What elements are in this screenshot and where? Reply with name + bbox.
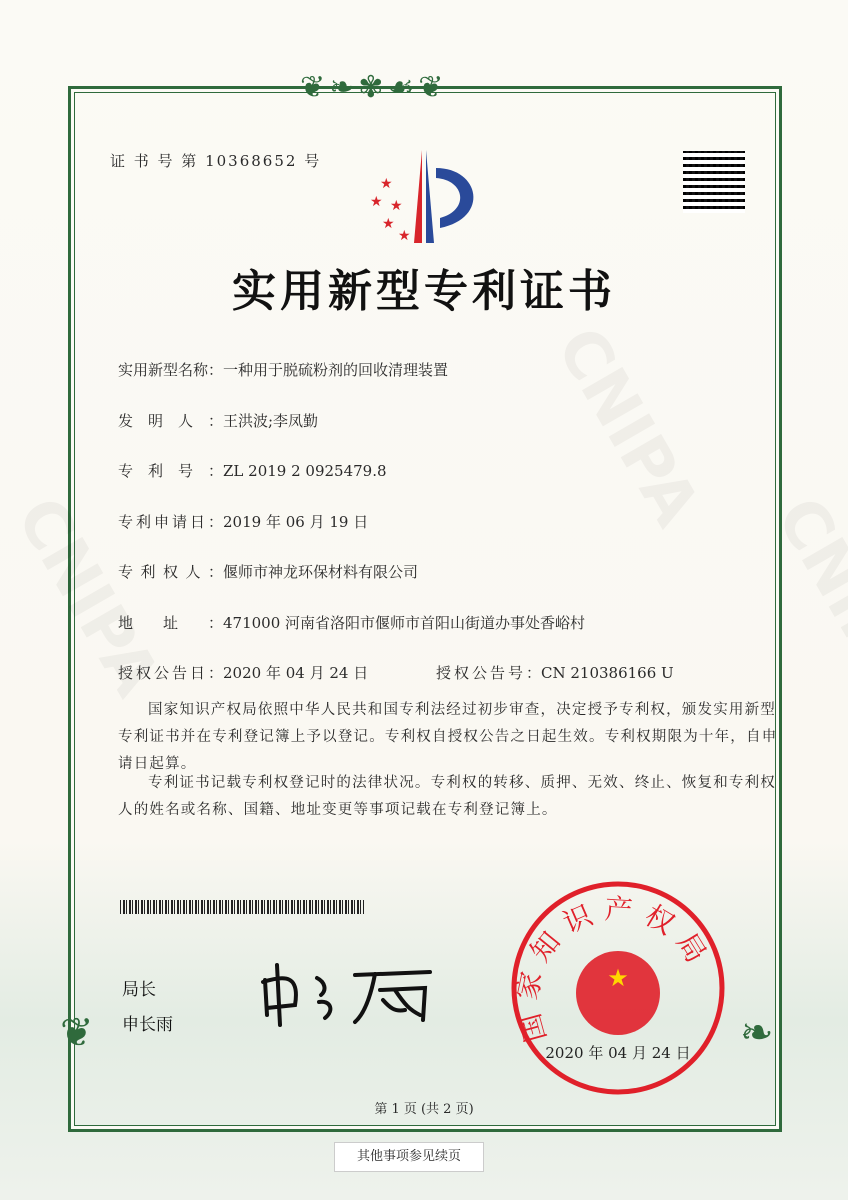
field-announcement-number: 授权公告号：CN 210386166 U <box>436 664 674 682</box>
field-utility-model-name: 实用新型名称：一种用于脱硫粉剂的回收清理装置 <box>118 361 449 379</box>
field-application-date: 专利申请日：2019 年 06 月 19 日 <box>118 513 369 531</box>
qr-code <box>683 151 745 213</box>
signatory-role: 局长 <box>122 980 156 1000</box>
statement-paragraph: 国家知识产权局依照中华人民共和国专利法经过初步审查，决定授予专利权，颁发实用新型专利证书并在专利登记簿上予以登记。专利权自授权公告之日起生效。专利权期限为十年，自申请日起算。 <box>118 702 778 772</box>
field-grant-date: 授权公告日：2020 年 04 月 24 日 <box>118 664 369 682</box>
signatory-name: 申长雨 <box>122 1015 173 1035</box>
field-address: 地址：471000 河南省洛阳市偃师市首阳山街道办事处香峪村 <box>118 614 586 632</box>
svg-text:★: ★ <box>380 176 393 192</box>
certificate-number: 证 书 号 第 10368652 号 <box>110 152 322 170</box>
svg-text:★: ★ <box>607 964 629 992</box>
svg-text:★: ★ <box>398 228 411 244</box>
certificate-title: 实用新型专利证书 <box>232 266 616 317</box>
top-ornament-icon: ❦❧✾☙❦ <box>300 70 448 105</box>
svg-text:★: ★ <box>390 198 403 214</box>
barcode <box>120 900 364 914</box>
svg-text:★: ★ <box>370 194 383 210</box>
page-indicator: 第 1 页 (共 2 页) <box>374 1102 474 1117</box>
corner-ornament-icon: ❧ <box>740 1010 774 1056</box>
seal-date: 2020 年 04 月 24 日 <box>545 1044 691 1062</box>
corner-ornament-icon: ❦ <box>60 1010 94 1056</box>
handwritten-signature <box>255 960 445 1030</box>
statement-paragraph: 专利证书记载专利权登记时的法律状况。专利权的转移、质押、无效、终止、恢复和专利权人的姓名或名称、国籍、地址变更等事项记载在专利登记簿上。 <box>118 775 776 818</box>
field-patentee: 专利权人：偃师市神龙环保材料有限公司 <box>118 563 419 581</box>
official-seal <box>508 878 728 1098</box>
cnipa-emblem-icon <box>360 148 490 248</box>
seal-text: 国家知识产权局 <box>510 892 719 1046</box>
field-inventor: 发明人：王洪波;李凤勤 <box>118 412 319 430</box>
field-patent-number: 专利号：ZL 2019 2 0925479.8 <box>118 462 387 480</box>
svg-text:★: ★ <box>382 216 395 232</box>
continued-note: 其他事项参见续页 <box>334 1142 484 1172</box>
